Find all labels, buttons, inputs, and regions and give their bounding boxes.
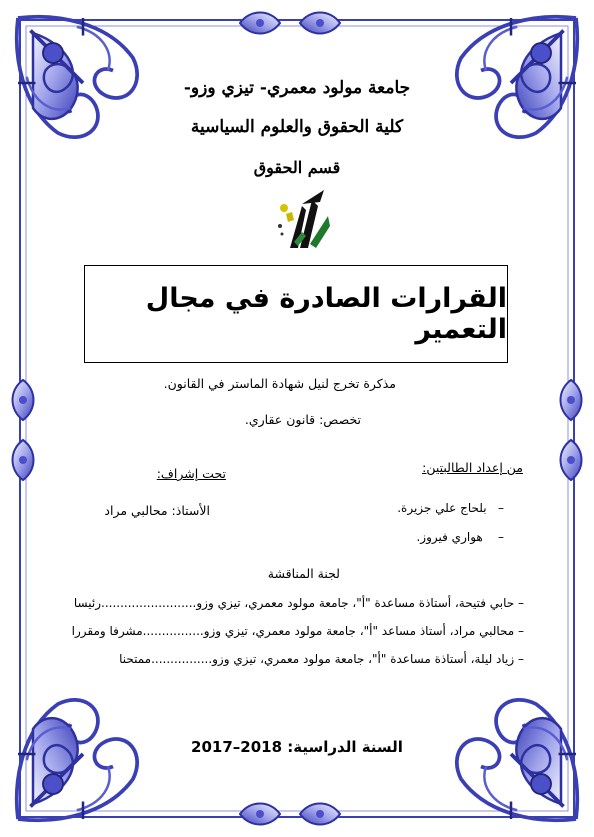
specialty: تخصص: قانون عقاري. <box>244 412 361 427</box>
bullet-dash: – <box>486 501 504 515</box>
academic-year-label: السنة الدراسية: <box>287 738 403 756</box>
thesis-title-box <box>84 265 508 363</box>
thesis-title: القرارات الصادرة في مجال التعمير <box>145 283 507 345</box>
faculty-name: كلية الحقوق والعلوم السياسية <box>190 117 404 137</box>
committee-heading: لجنة المناقشة <box>267 566 340 581</box>
academic-year-value: 2017–2018 <box>191 738 283 756</box>
committee-member-1: – حابي فتيحة، أستاذة مساعدة "أ"، جامعة مولود معمري، تيزي وزو.........................رئيسا <box>73 596 524 610</box>
university-logo-icon <box>272 186 334 254</box>
committee-member-2: – محالبي مراد، أستاذ مساعد "أ"، جامعة مولود معمري، تيزي وزو................مشرفا ومقررا <box>71 624 524 638</box>
student-1: – بلحاج علي جزيرة. <box>397 501 504 515</box>
university-name: جامعة مولود معمري- تيزي وزو- <box>183 78 411 98</box>
committee-member-3: – زياد ليلة، أستاذة مساعدة "أ"، جامعة مولود معمري، تيزي وزو................ممتحنا <box>119 652 524 666</box>
department-name: قسم الحقوق <box>253 158 341 177</box>
supervision-heading: تحت إشراف: <box>156 466 226 481</box>
academic-year <box>0 738 594 756</box>
bullet-dash: – <box>482 530 504 544</box>
supervisor-name: الأستاذ: محالبي مراد <box>104 503 210 518</box>
students-heading: من إعداد الطالبتين: <box>422 460 523 475</box>
thesis-subtitle: مذكرة تخرج لنيل شهادة الماستر في القانون. <box>163 376 396 391</box>
student-2: – هواري فيروز. <box>416 530 504 544</box>
